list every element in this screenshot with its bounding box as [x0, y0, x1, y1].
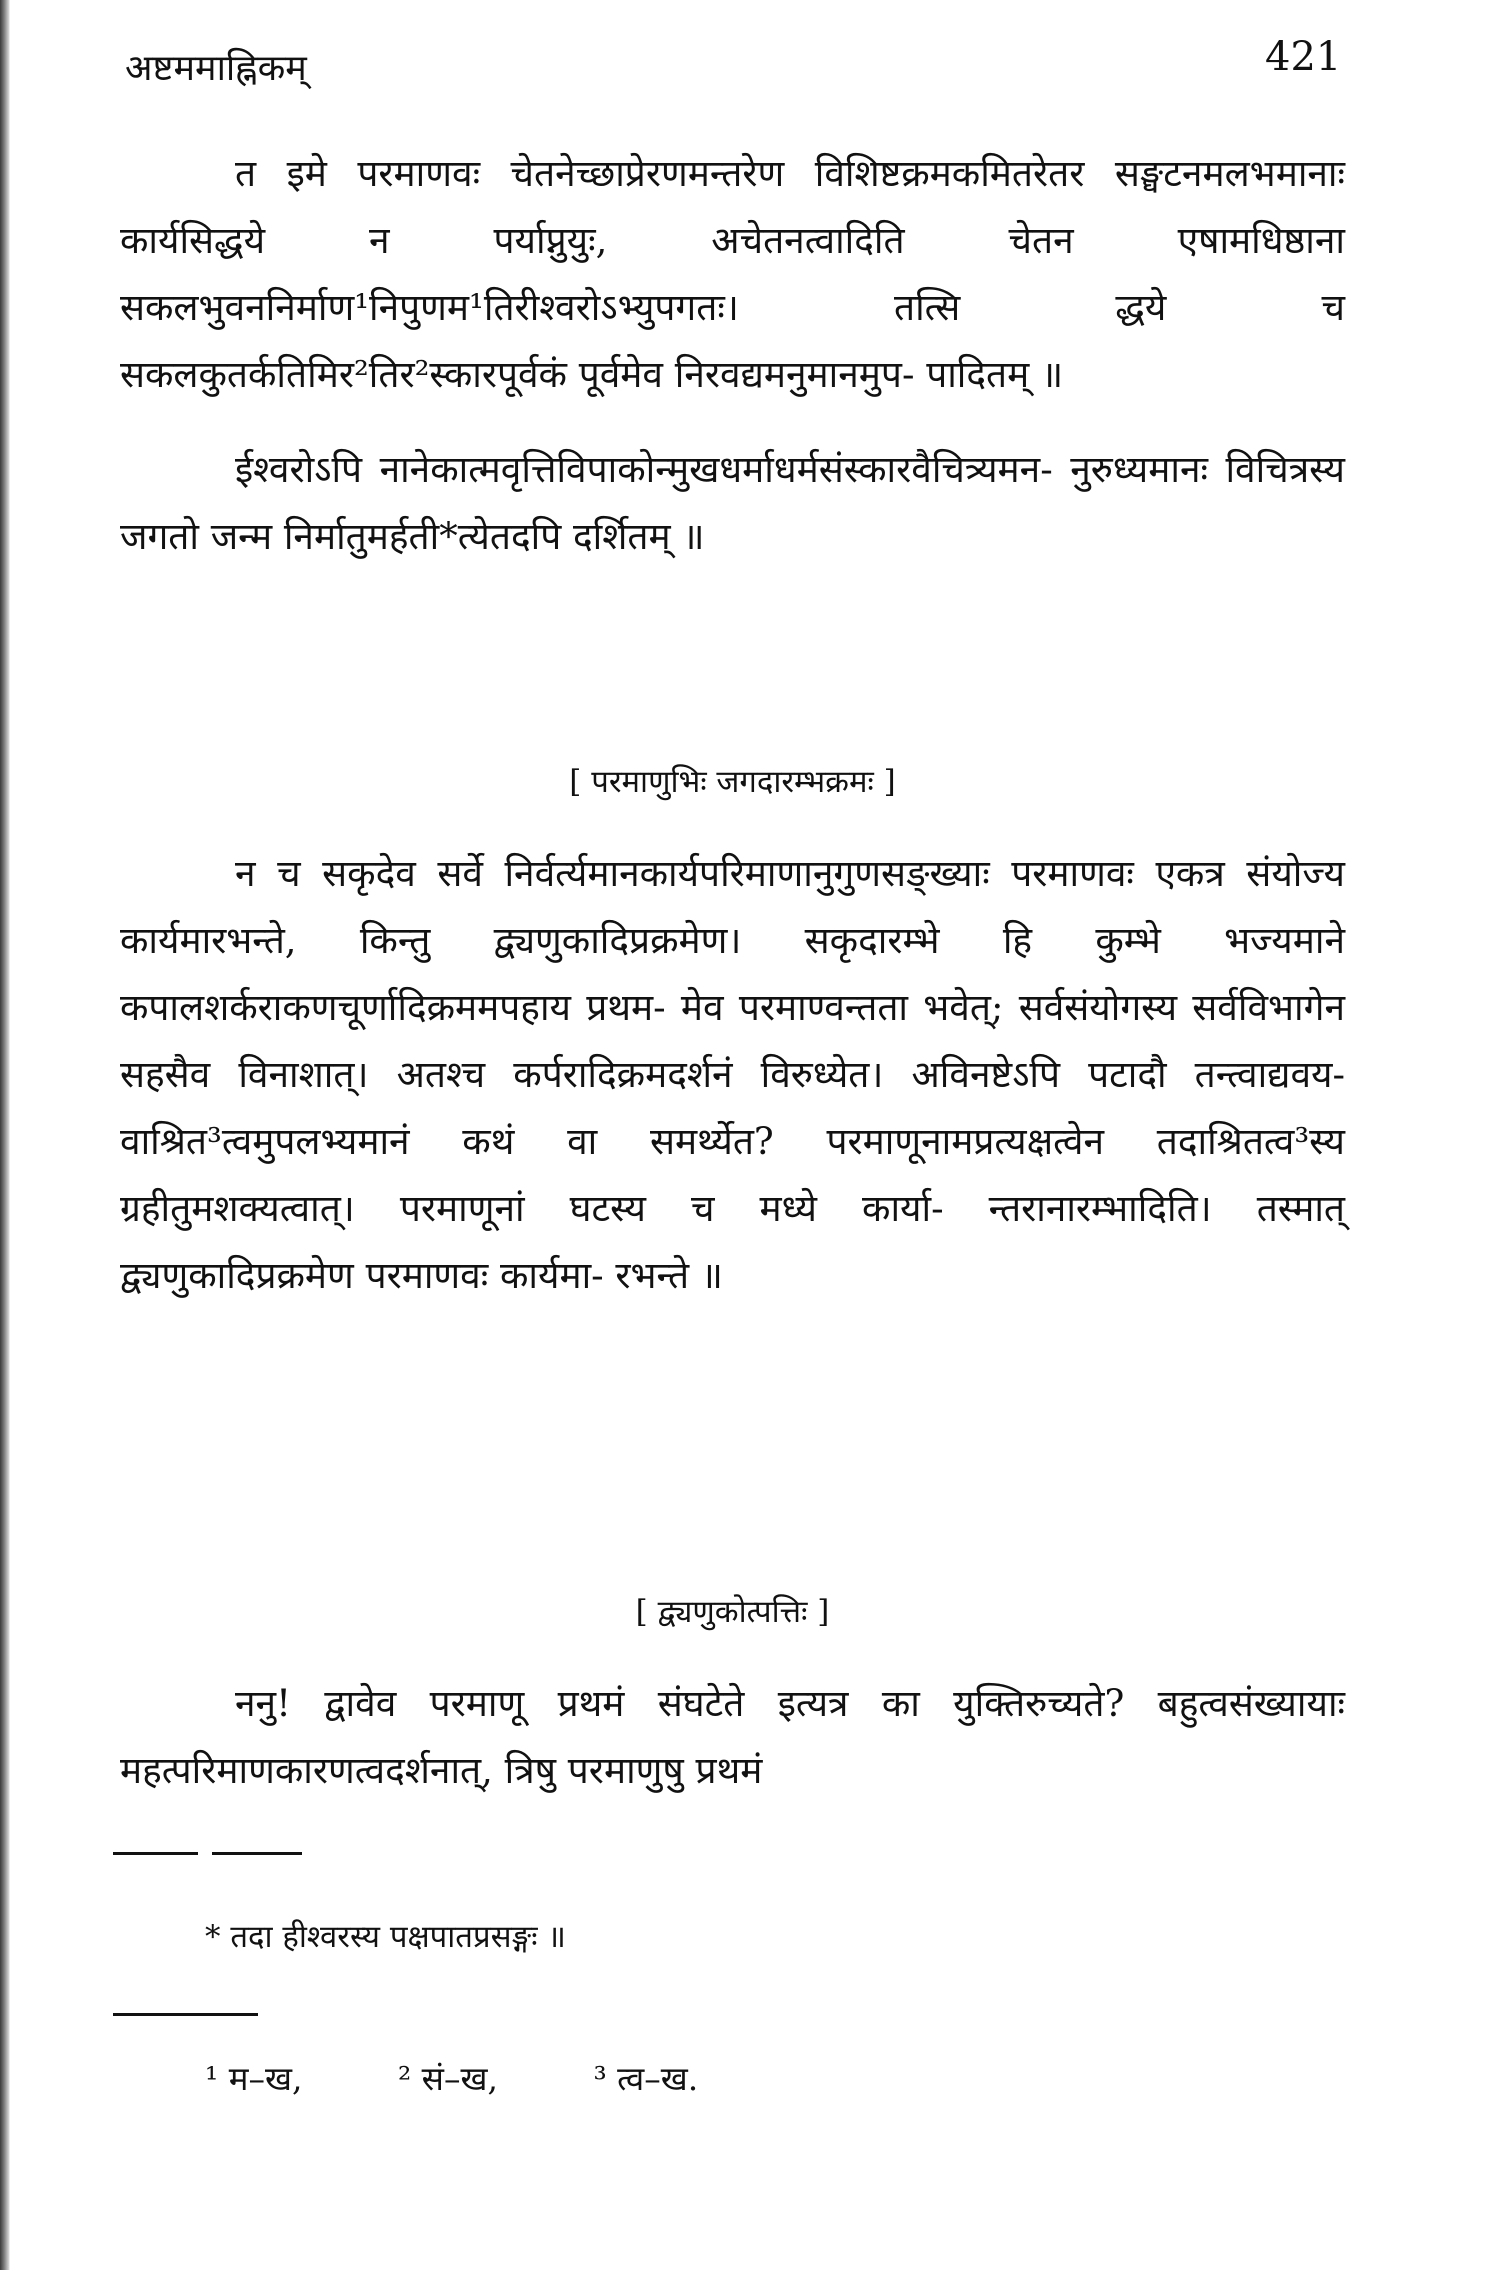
variant-readings — [205, 2055, 783, 2100]
section-heading-1: [ परमाणुभिः जगदारम्भक्रमः ] — [569, 764, 896, 800]
footnote-rule-left — [113, 1852, 198, 1855]
variant-reading-2: ² सं–ख, — [397, 2059, 498, 2098]
variant-reading-1: ¹ म–ख, — [205, 2059, 303, 2098]
text-block-2 — [120, 840, 1345, 1309]
text-block-3 — [120, 1670, 1345, 1804]
footnote-rule-right — [212, 1852, 302, 1855]
text-block-1 — [120, 140, 1345, 570]
page-number: 421 — [1265, 34, 1342, 80]
variants-rule — [113, 2013, 258, 2016]
variant-reading-3: ³ त्व–ख. — [593, 2059, 699, 2098]
footnote: * तदा हीश्वरस्य पक्षपातप्रसङ्गः ॥ — [205, 1919, 566, 1955]
section-heading-2: [ द्व्यणुकोत्पत्तिः ] — [635, 1594, 830, 1630]
paragraph-1: त इमे परमाणवः चेतनेच्छाप्रेरणमन्तरेण विशिष्टक्रमकमितरेतर सङ्घटनमलभमानाः कार्यसिद्धये न पर्याप्नुयुः, अचेतनत्वादिति चेतन एषामधिष्ठाना सकलभुवननिर्माण¹निपुणम¹तिरीश्वरोऽभ्युपगतः। तत्सि द्धये च सकलकुतर्कतिमिर²तिर²स्कारपूर्वकं पूर्वमेव निरवद्यमनुमानमुप- पादितम् ॥ — [120, 152, 1345, 396]
running-header-title: अष्टममाह्निकम् — [125, 48, 307, 89]
page-spine-edge — [0, 0, 10, 2270]
paragraph-2: ईश्वरोऽपि नानेकात्मवृत्तिविपाकोन्मुखधर्माधर्मसंस्कारवैचित्र्यमन- नुरुध्यमानः विचित्रस्य जगतो जन्म निर्मातुमर्हती*त्येतदपि दर्शितम् ॥ — [120, 448, 1345, 558]
paragraph-3: न च सकृदेव सर्वे निर्वर्त्यमानकार्यपरिमाणानुगुणसङ्ख्याः परमाणवः एकत्र संयोज्य कार्यमारभन्ते, किन्तु द्व्यणुकादिप्रक्रमेण। सकृदारम्भे हि कुम्भे भज्यमाने कपालशर्कराकणचूर्णादिक्रममपहाय प्रथम- मेव परमाण्वन्तता भवेत्; सर्वसंयोगस्य सर्वविभागेन सहसैव विनाशात्। अतश्च कर्परादिक्रमदर्शनं विरुध्येत। अविनष्टेऽपि पटादौ तन्त्वाद्यवय- वाश्रित³त्वमुपलभ्यमानं कथं वा समर्थ्येत? परमाणूनामप्रत्यक्षत्वेन तदाश्रितत्व³स्य ग्रहीतुमशक्यत्वात्। परमाणूनां घटस्य च मध्ये कार्या- न्तरानारम्भादिति। तस्मात् द्व्यणुकादिप्रक्रमेण परमाणवः कार्यमा- रभन्ते ॥ — [120, 852, 1345, 1297]
paragraph-4: ननु! द्वावेव परमाणू प्रथमं संघटेते इत्यत्र का युक्तिरुच्यते? बहुत्वसंख्यायाः महत्परिमाणकारणत्वदर्शनात्, त्रिषु परमाणुषु प्रथमं — [120, 1682, 1345, 1792]
